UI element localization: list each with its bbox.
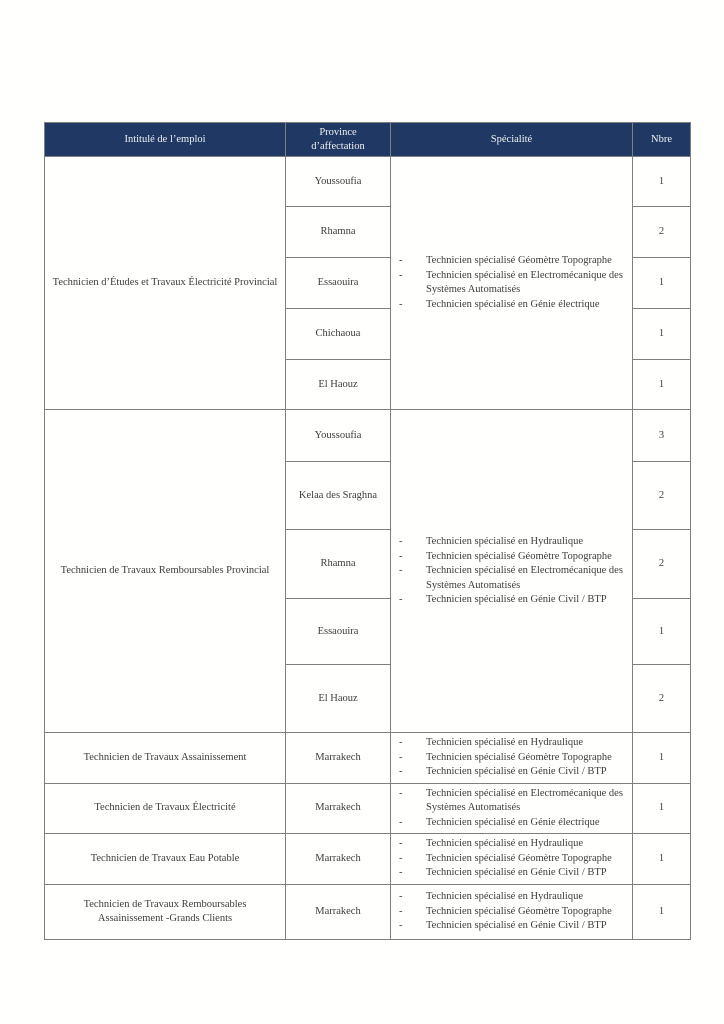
specialty-cell xyxy=(391,783,633,834)
count-cell: 1 xyxy=(633,834,691,885)
count-cell: 2 xyxy=(633,530,691,599)
province-cell: Marrakech xyxy=(286,834,391,885)
header-row xyxy=(45,123,691,157)
job-title-cell: Technicien de Travaux Eau Potable xyxy=(45,834,286,885)
specialty-text: Technicien spécialisé en Electromécanique des Systèmes Automatisés xyxy=(426,269,623,296)
province-cell: El Haouz xyxy=(286,665,391,733)
specialty-item xyxy=(399,866,629,881)
count-cell: 2 xyxy=(633,207,691,258)
specialty-item xyxy=(399,550,629,565)
column-header-province: Province d’affectation xyxy=(286,123,391,157)
count-cell: 2 xyxy=(633,665,691,733)
specialty-item xyxy=(399,852,629,867)
dash-bullet: - xyxy=(399,550,403,562)
specialty-text: Technicien spécialisé Géomètre Topographe xyxy=(426,751,612,763)
province-cell: Rhamna xyxy=(286,530,391,599)
dash-bullet: - xyxy=(399,867,403,879)
specialty-item xyxy=(399,919,629,934)
dash-bullet: - xyxy=(399,891,403,903)
job-title-cell: Technicien d’Études et Travaux Électricité Provincial xyxy=(45,157,286,410)
specialty-cell xyxy=(391,884,633,939)
specialty-item xyxy=(399,593,629,608)
province-cell: Chichaoua xyxy=(286,309,391,360)
count-cell: 1 xyxy=(633,599,691,665)
specialty-text: Technicien spécialisé Géomètre Topographe xyxy=(426,905,612,917)
province-cell: El Haouz xyxy=(286,360,391,410)
column-header-nbre: Nbre xyxy=(633,123,691,157)
specialty-text: Technicien spécialisé Géomètre Topographe xyxy=(426,852,612,864)
dash-bullet: - xyxy=(399,905,403,917)
count-cell: 1 xyxy=(633,884,691,939)
count-cell: 3 xyxy=(633,410,691,462)
dash-bullet: - xyxy=(399,536,403,548)
specialty-item xyxy=(399,736,629,751)
specialty-cell xyxy=(391,834,633,885)
specialty-item xyxy=(399,905,629,920)
specialty-text: Technicien spécialisé en Génie Civil / BTP xyxy=(426,920,607,932)
dash-bullet: - xyxy=(399,255,403,267)
dash-bullet: - xyxy=(399,920,403,932)
count-cell: 1 xyxy=(633,157,691,207)
province-cell: Kelaa des Sraghna xyxy=(286,462,391,530)
specialty-text: Technicien spécialisé en Hydraulique xyxy=(426,891,583,903)
specialty-item xyxy=(399,298,629,313)
dash-bullet: - xyxy=(399,852,403,864)
dash-bullet: - xyxy=(399,816,403,828)
dash-bullet: - xyxy=(399,269,403,281)
province-cell: Essaouira xyxy=(286,258,391,309)
dash-bullet: - xyxy=(399,594,403,606)
specialty-text: Technicien spécialisé en Génie électrique xyxy=(426,816,600,828)
specialty-text: Technicien spécialisé en Hydraulique xyxy=(426,838,583,850)
specialty-text: Technicien spécialisé en Hydraulique xyxy=(426,536,583,548)
column-header-specialite: Spécialité xyxy=(391,123,633,157)
count-cell: 1 xyxy=(633,258,691,309)
job-title-cell: Technicien de Travaux Électricité xyxy=(45,783,286,834)
specialty-cell xyxy=(391,733,633,784)
specialty-text: Technicien spécialisé en Electromécanique des Systèmes Automatisés xyxy=(426,565,623,591)
specialty-item xyxy=(399,269,629,298)
dash-bullet: - xyxy=(399,737,403,749)
table-row xyxy=(45,410,691,462)
province-cell: Marrakech xyxy=(286,783,391,834)
count-cell: 1 xyxy=(633,783,691,834)
dash-bullet: - xyxy=(399,838,403,850)
table-row xyxy=(45,884,691,939)
dash-bullet: - xyxy=(399,565,403,577)
count-cell: 1 xyxy=(633,309,691,360)
province-cell: Marrakech xyxy=(286,884,391,939)
province-cell: Youssoufia xyxy=(286,157,391,207)
specialty-item xyxy=(399,816,629,831)
province-cell: Essaouira xyxy=(286,599,391,665)
province-cell: Youssoufia xyxy=(286,410,391,462)
specialty-item xyxy=(399,787,629,816)
specialty-item xyxy=(399,535,629,550)
job-title-cell: Technicien de Travaux Remboursables Assainissement -Grands Clients xyxy=(45,884,286,939)
job-title-cell: Technicien de Travaux Assainissement xyxy=(45,733,286,784)
specialty-item xyxy=(399,837,629,852)
specialty-text: Technicien spécialisé en Génie Civil / BTP xyxy=(426,766,607,778)
table-row xyxy=(45,783,691,834)
province-cell: Marrakech xyxy=(286,733,391,784)
specialty-cell xyxy=(391,157,633,410)
dash-bullet: - xyxy=(399,298,403,310)
specialty-text: Technicien spécialisé Géomètre Topographe xyxy=(426,255,612,267)
specialty-item xyxy=(399,890,629,905)
specialty-item xyxy=(399,564,629,593)
specialty-text: Technicien spécialisé en Génie Civil / BTP xyxy=(426,867,607,879)
specialty-item xyxy=(399,751,629,766)
dash-bullet: - xyxy=(399,751,403,763)
count-cell: 2 xyxy=(633,462,691,530)
table-row xyxy=(45,157,691,207)
specialty-cell xyxy=(391,410,633,733)
dash-bullet: - xyxy=(399,766,403,778)
job-title-cell: Technicien de Travaux Remboursables Provincial xyxy=(45,410,286,733)
recruitment-table xyxy=(44,122,691,940)
dash-bullet: - xyxy=(399,787,403,799)
specialty-item xyxy=(399,254,629,269)
specialty-text: Technicien spécialisé en Hydraulique xyxy=(426,737,583,749)
specialty-text: Technicien spécialisé en Génie Civil / BTP xyxy=(426,594,607,606)
count-cell: 1 xyxy=(633,733,691,784)
specialty-item xyxy=(399,765,629,780)
specialty-text: Technicien spécialisé en Génie électrique xyxy=(426,298,600,310)
table-row xyxy=(45,834,691,885)
column-header-intitule: Intitulé de l’emploi xyxy=(45,123,286,157)
count-cell: 1 xyxy=(633,360,691,410)
specialty-text: Technicien spécialisé en Electromécanique des Systèmes Automatisés xyxy=(426,787,623,814)
table-row xyxy=(45,733,691,784)
province-cell: Rhamna xyxy=(286,207,391,258)
specialty-text: Technicien spécialisé Géomètre Topographe xyxy=(426,550,612,562)
